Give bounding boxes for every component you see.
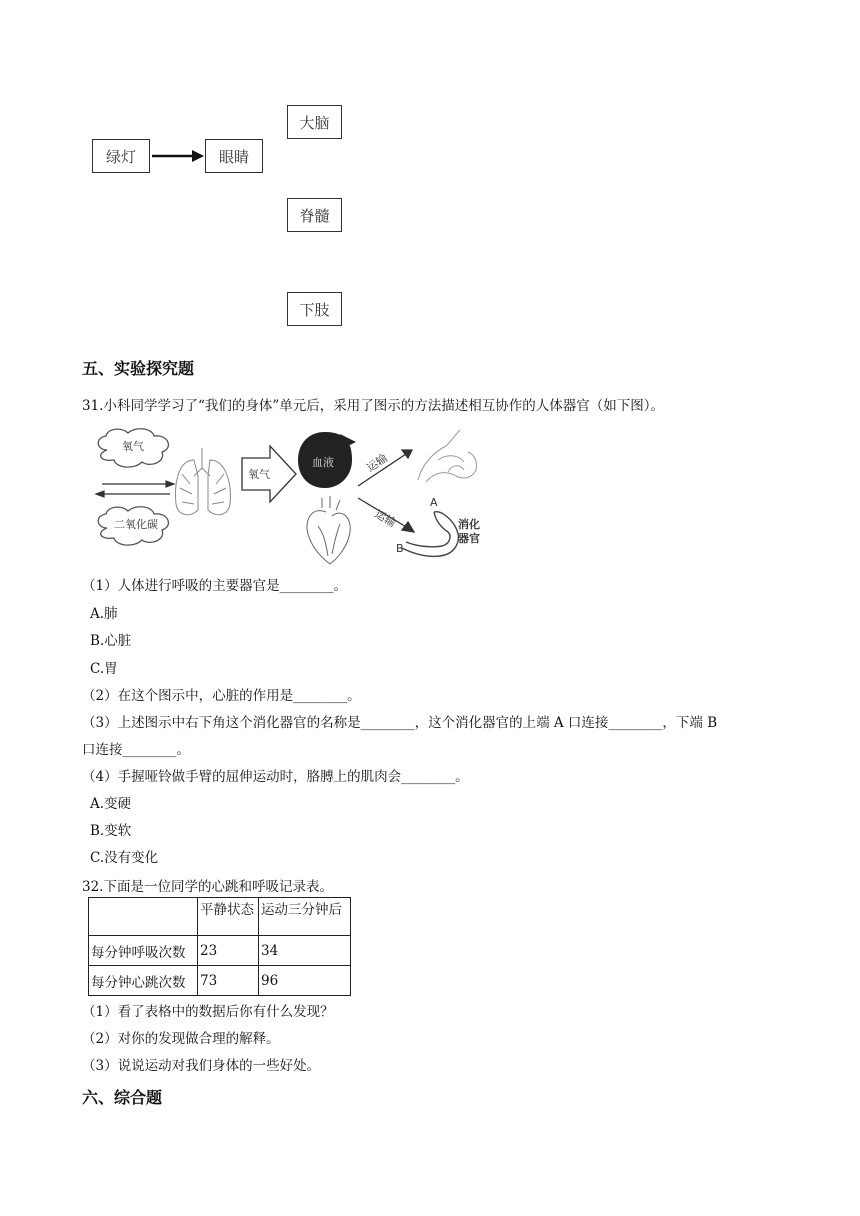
label-a: A [430,496,438,509]
label-b: B [396,542,404,555]
table-header-row [89,898,351,936]
q32-part3: （3）说说运动对我们身体的一些好处。 [82,1058,321,1074]
box-lower-limbs: 下肢 [287,292,342,326]
table-header-cell [89,898,198,936]
box-eyes: 眼睛 [205,139,263,173]
arrow-right-icon [150,146,206,166]
oxygen-cloud-label: 氧气 [122,440,144,453]
question-32-stem: 32.下面是一位同学的心跳和呼吸记录表。 [82,879,333,895]
oxygen-cloud-icon [98,429,168,467]
table-cell: 每分钟心跳次数 [89,966,198,996]
q31-part2: （2）在这个图示中，心脏的作用是________。 [82,688,361,704]
table-header-cell: 平静状态 [198,898,259,936]
transport-top-label: 运输 [364,451,390,475]
table-cell: 73 [198,966,259,996]
co2-cloud-label: 二氧化碳 [114,518,158,531]
stomach-icon [402,512,458,557]
exchange-arrows-icon [96,481,174,497]
q32-part2: （2）对你的发现做合理的解释。 [82,1031,280,1047]
record-table [88,897,351,996]
box-brain: 大脑 [287,105,342,139]
digestive-label-2: 器官 [458,532,480,545]
q31-part4: （4）手握哑铃做手臂的屈伸运动时，胳膊上的肌肉会________。 [82,769,469,785]
q31-part4-option-a: A.变硬 [90,796,132,812]
table-header-cell: 运动三分钟后 [259,898,351,936]
blood-label: 血液 [312,456,334,469]
table-cell: 96 [259,966,351,996]
q31-part4-option-b: B.变软 [90,823,132,839]
q31-part3-line1: （3）上述图示中右下角这个消化器官的名称是________，这个消化器官的上端 A 口连接________，下端 B [82,715,718,731]
heart-icon [307,496,350,564]
table-row [89,936,351,966]
q32-part1: （1）看了表格中的数据后你有什么发现？ [82,1004,334,1020]
box-green-light: 绿灯 [92,139,150,173]
oxygen-arrow-label: 氧气 [248,468,270,481]
lungs-icon [176,448,231,515]
transport-bottom-label: 运输 [372,507,399,530]
table-cell: 23 [198,936,259,966]
q31-part1-option-a: A.肺 [90,606,118,622]
arm-muscle-icon [418,430,477,482]
oxygen-block-arrow-icon [242,446,296,502]
blood-drop-icon [298,432,356,488]
q31-part1-option-b: B.心脏 [90,633,132,649]
section-title: 五、实验探究题 [82,359,195,378]
q31-part4-option-c: C.没有变化 [90,850,159,866]
q31-part1-option-c: C.胃 [90,661,118,677]
digestive-label-1: 消化 [458,518,480,531]
section-title: 六、综合题 [82,1088,163,1107]
q31-part3-line2: 口连接________。 [82,742,190,758]
co2-cloud-icon [98,507,168,545]
table-cell: 34 [259,936,351,966]
organs-figure [90,424,490,566]
question-31-stem: 31.小科同学学习了“我们的身体”单元后，采用了图示的方法描述相互协作的人体器官（如下图）。 [82,398,665,414]
table-cell: 每分钟呼吸次数 [89,936,198,966]
box-spinal-cord: 脊髓 [287,198,342,232]
q31-part1: （1）人体进行呼吸的主要器官是________。 [82,578,348,594]
table-row [89,966,351,996]
